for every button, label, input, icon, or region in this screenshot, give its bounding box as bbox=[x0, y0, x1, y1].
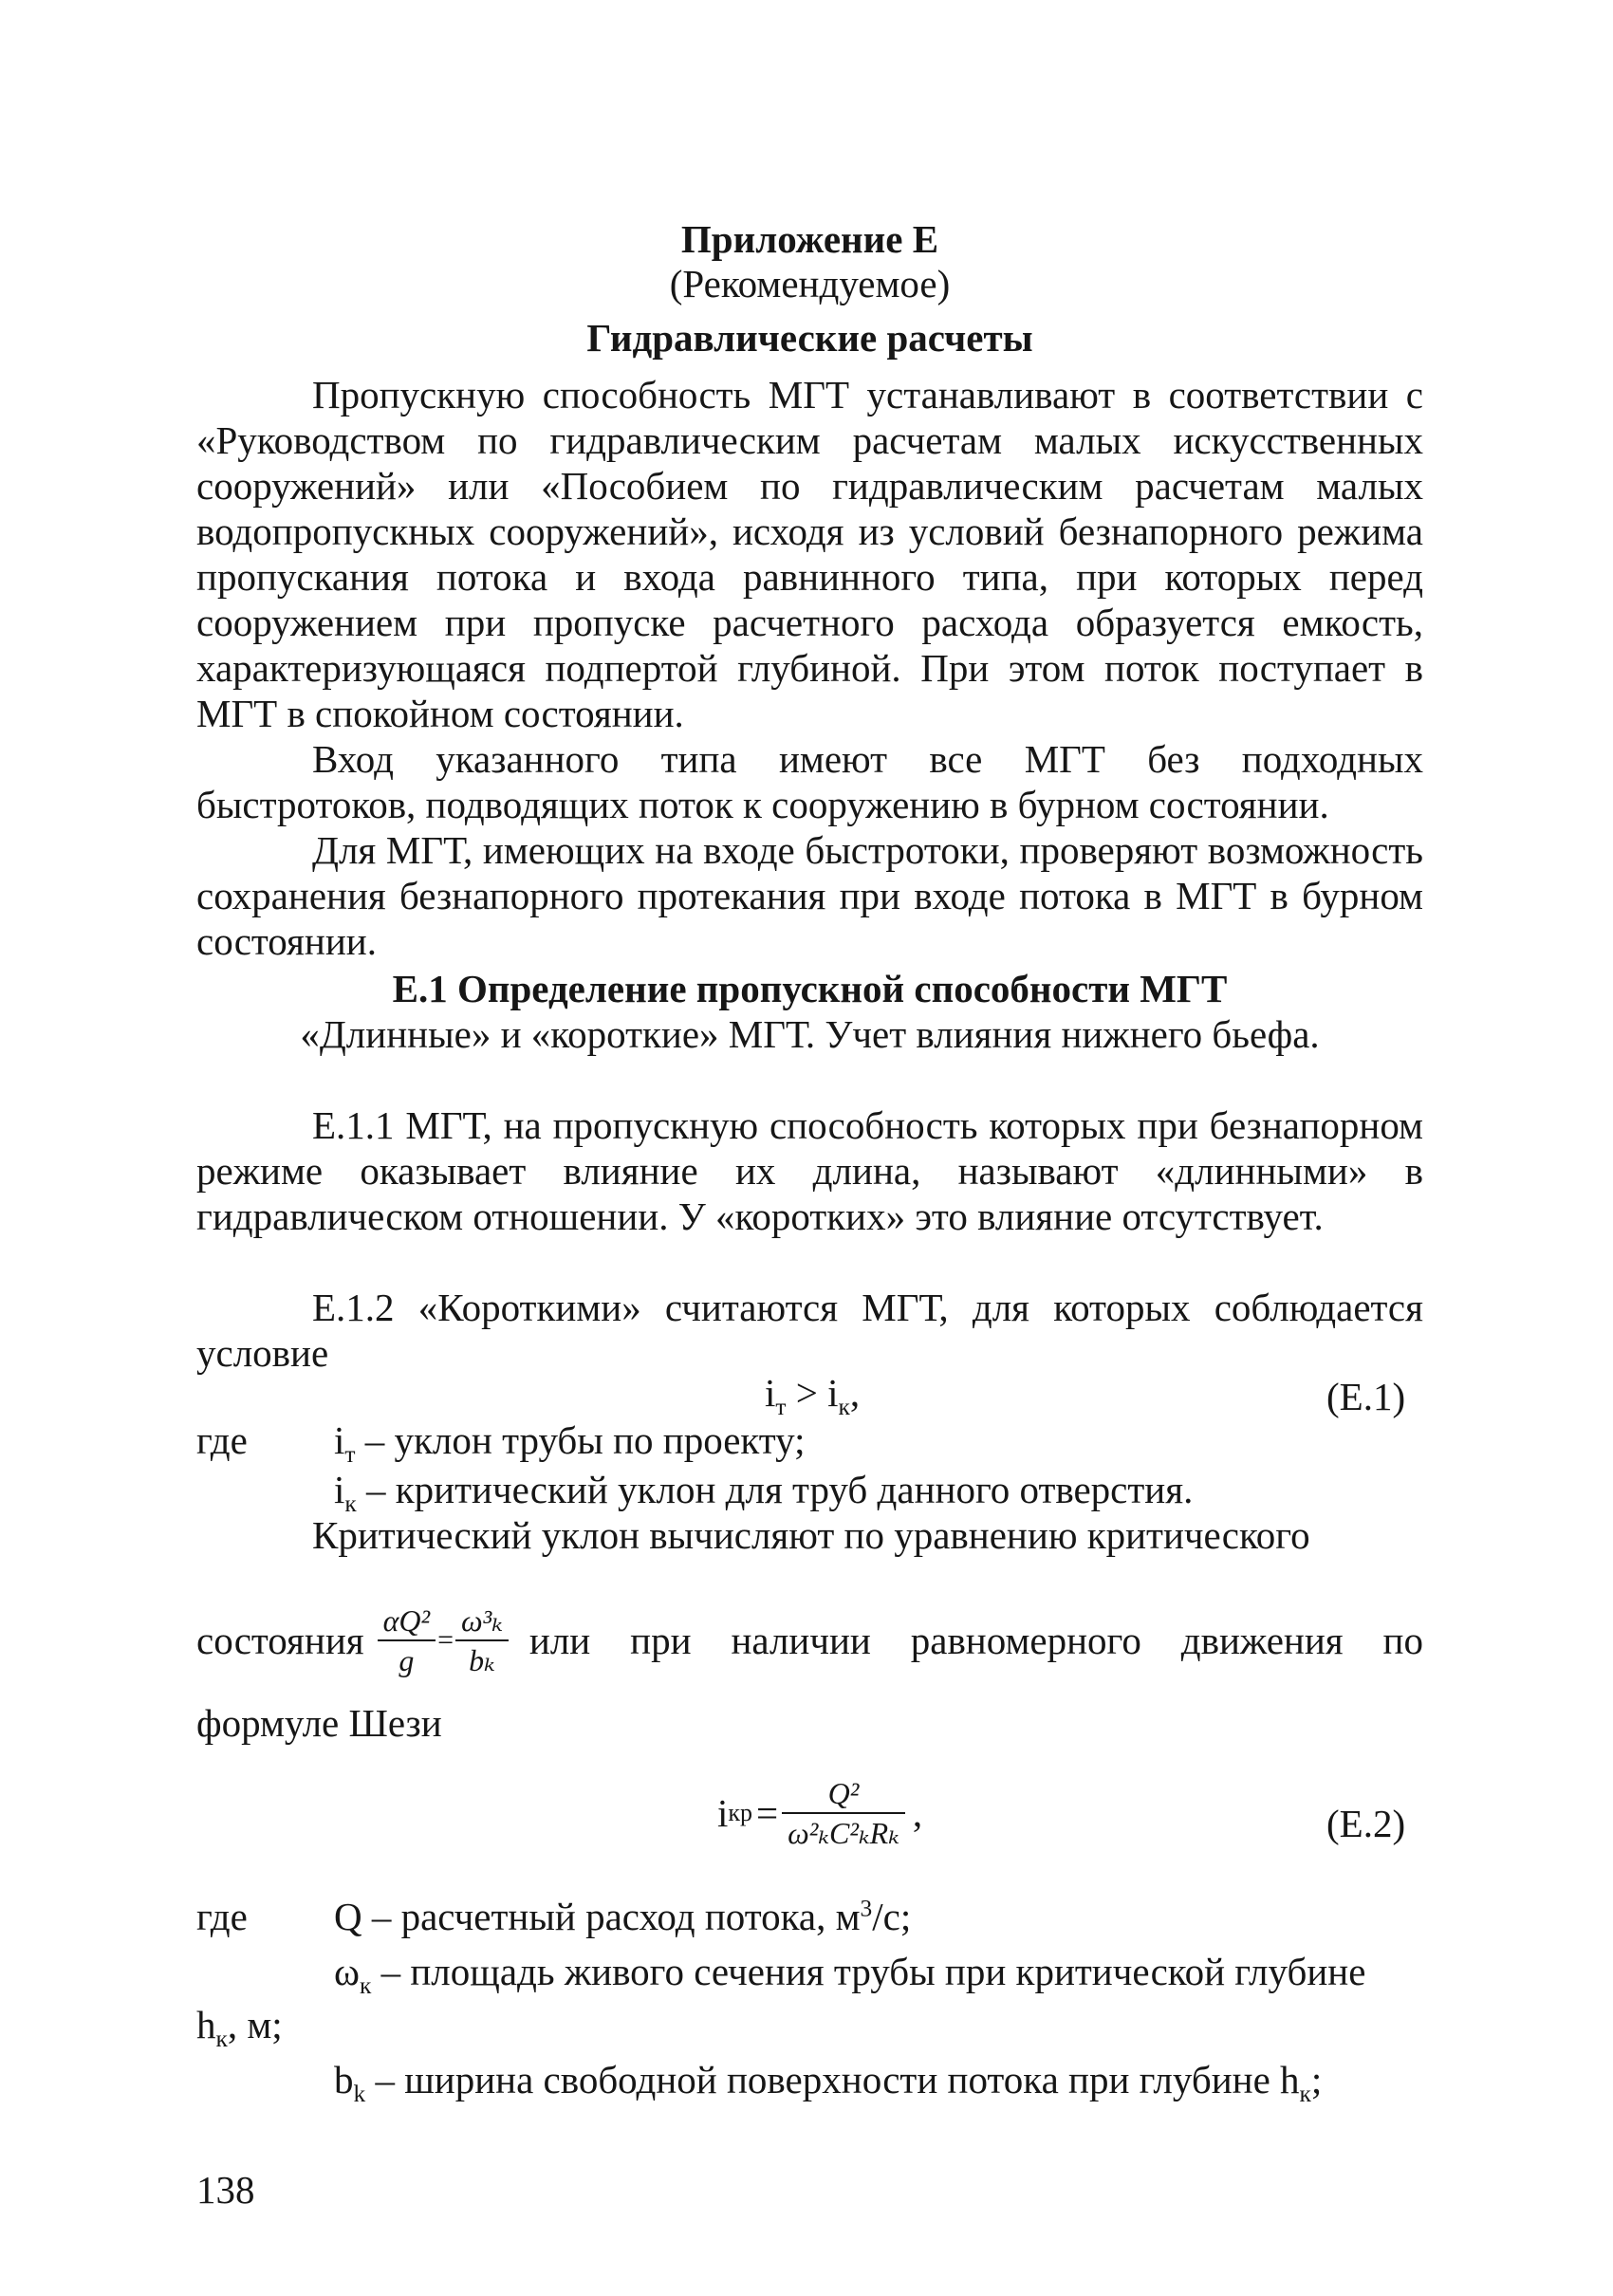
appendix-title: Приложение Е bbox=[680, 217, 939, 261]
depth-unit-line bbox=[196, 2002, 283, 2053]
flow-rate-definition bbox=[334, 1894, 911, 1939]
uniform-flow-text: или при наличии равномерного движения по bbox=[528, 1619, 1423, 1662]
appendix-status: (Рекомендуемое) bbox=[669, 262, 951, 306]
critical-slope-intro: Критический уклон вычисляют по уравнению критического bbox=[312, 1513, 1310, 1557]
width-symbol: b bbox=[334, 2058, 354, 2102]
depth-symbol-sub: к bbox=[215, 2026, 228, 2053]
section-subtitle: «Длинные» и «короткие» МГТ. Учет влияния нижнего бьефа. bbox=[300, 1012, 1320, 1056]
fraction-alpha-q2-over-g bbox=[378, 1603, 436, 1677]
flow-rate-unit-end: /с; bbox=[872, 1895, 912, 1938]
area-text: – площадь живого сечения трубы при критической глубине bbox=[371, 1950, 1366, 1993]
eq1-lhs: i bbox=[765, 1371, 776, 1415]
width-symbol-sub: k bbox=[353, 2081, 366, 2108]
intro-paragraph-3: Для МГТ, имеющих на входе быстротоки, проверяют возможность сохранения безнапорного протекания при входе потока в МГТ в бурном состоянии. bbox=[196, 828, 1423, 963]
chezy-fraction bbox=[782, 1776, 905, 1850]
depth-symbol: h bbox=[196, 2003, 216, 2046]
eq2-lhs: i bbox=[717, 1791, 729, 1835]
width-definition bbox=[334, 2057, 1323, 2108]
fraction-1-numerator: αQ² bbox=[378, 1603, 436, 1641]
area-definition bbox=[334, 1949, 1366, 2000]
chezy-denominator: ω²ₖC²ₖRₖ bbox=[788, 1816, 899, 1850]
eq2-equals: = bbox=[756, 1791, 779, 1835]
eq2-tail: , bbox=[912, 1791, 923, 1835]
eq1-operator: > bbox=[786, 1371, 828, 1415]
eq1-lhs-sub: т bbox=[775, 1394, 787, 1421]
fraction-equals: = bbox=[437, 1624, 454, 1656]
appendix-subject: Гидравлические расчеты bbox=[586, 316, 1033, 360]
equation-e2: i кр = $\frac{\text{Q²}}{\text{ω²ₖC²ₖRₖ}}$ , bbox=[717, 1776, 923, 1850]
equation-e2-label: (Е.2) bbox=[1326, 1802, 1406, 1845]
omega-symbol: ω bbox=[334, 1950, 360, 1993]
slope-symbol-sub: т bbox=[344, 1441, 356, 1469]
eq1-rhs-sub: к bbox=[838, 1394, 850, 1421]
slope-definition: – уклон трубы по проекту; bbox=[355, 1418, 806, 1462]
critical-state-line bbox=[196, 1603, 1423, 1677]
chezy-formula-text: формуле Шези bbox=[196, 1701, 442, 1745]
flow-rate-unit-sup: 3 bbox=[860, 1895, 873, 1922]
fraction-2-denominator: bₖ bbox=[469, 1643, 495, 1677]
section-title: Е.1 Определение пропускной способности МГТ bbox=[392, 967, 1228, 1010]
clause-e-1-2: Е.1.2 «Короткими» считаются МГТ, для которых соблюдается условие bbox=[196, 1286, 1423, 1375]
width-text: – ширина свободной поверхности потока при глубине h bbox=[365, 2058, 1300, 2102]
intro-paragraph-1: Пропускную способность МГТ устанавливают в соответствии с «Руководством по гидравлическим расчетам малых искусственных сооружений» или «Пособием по гидравлическим расчетам малых водопропускных сооружений», исходя из условий безнапорного режима пропускания потока и входа равнинного типа, при которых перед сооружением при пропуске расчетного расхода образуется емкость, характеризующаяся подпертой глубиной. При этом поток поступает в МГТ в спокойном состоянии. bbox=[196, 373, 1423, 735]
where-word-2: где bbox=[196, 1895, 248, 1938]
critical-slope-definition: – критический уклон для труб данного отверстия. bbox=[356, 1468, 1194, 1511]
equation-e1-label: (Е.1) bbox=[1326, 1375, 1406, 1418]
intro-paragraph-2: Вход указанного типа имеют все МГТ без подходных быстротоков, подводящих поток к сооружению в бурном состоянии. bbox=[196, 737, 1423, 826]
omega-symbol-sub: к bbox=[360, 1972, 372, 2000]
where-word-1: где bbox=[196, 1418, 248, 1462]
depth-unit: , м; bbox=[227, 2003, 283, 2046]
page-number: 138 bbox=[196, 2168, 255, 2212]
critical-state-word: состояния bbox=[196, 1619, 364, 1662]
slope-symbol: i bbox=[334, 1418, 345, 1462]
width-end: ; bbox=[1310, 2058, 1323, 2102]
clause-e-1-1: Е.1.1 МГТ, на пропускную способность которых при безнапорном режиме оказывает влияние их длина, называют «длинными» в гидравлическом отношении. У «коротких» это влияние отсутствует. bbox=[196, 1103, 1423, 1238]
where1-line-1 bbox=[334, 1417, 806, 1469]
chezy-numerator: Q² bbox=[782, 1776, 905, 1814]
critical-slope-symbol: i bbox=[334, 1468, 345, 1511]
critical-slope-symbol-sub: к bbox=[344, 1491, 357, 1518]
fraction-2-numerator: ω³ₖ bbox=[455, 1603, 509, 1641]
width-depth-sub: к bbox=[1299, 2081, 1311, 2108]
fraction-omega3-over-b bbox=[455, 1603, 509, 1677]
where1-line-2 bbox=[334, 1467, 1194, 1518]
equation-e1 bbox=[765, 1370, 861, 1421]
fraction-1-denominator: g bbox=[399, 1643, 415, 1677]
eq1-rhs: i bbox=[827, 1371, 839, 1415]
eq1-tail: , bbox=[849, 1371, 861, 1415]
flow-rate-text: Q – расчетный расход потока, м bbox=[334, 1895, 861, 1938]
